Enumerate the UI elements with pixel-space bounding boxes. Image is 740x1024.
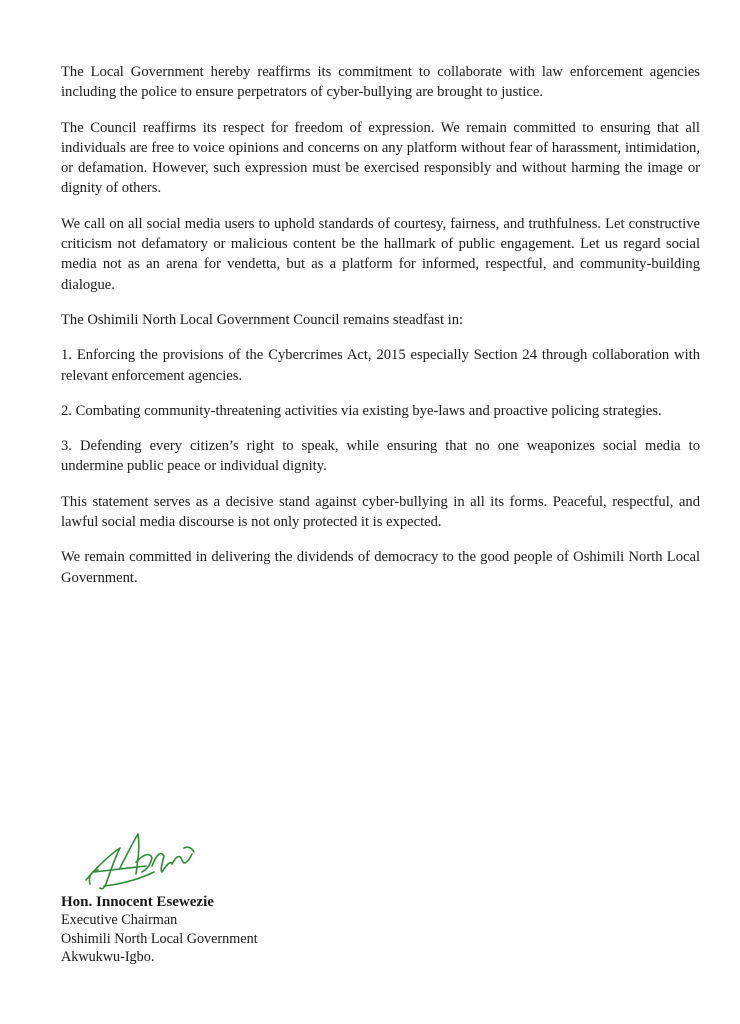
list-item-bye-laws: 2. Combating community-threatening activities via existing bye-laws and proactive policing strategies. bbox=[61, 402, 662, 419]
signature-image bbox=[80, 826, 220, 896]
signatory-name: Hon. Innocent Esewezie bbox=[61, 894, 214, 910]
list-item-right-to-speak: 3. Defending every citizen’s right to speak, while ensuring that no one weaponizes social media to undermine public peace or individual dignity. bbox=[61, 438, 700, 475]
paragraph-council-steadfast: The Oshimili North Local Government Council remains steadfast in: bbox=[61, 311, 464, 328]
signatory-office: Oshimili North Local Government bbox=[61, 930, 258, 947]
signatory-title: Executive Chairman bbox=[61, 912, 178, 929]
paragraph-closing-commitment: We remain committed in delivering the dividends of democracy to the good people of Oshimili North Local Government. bbox=[61, 549, 700, 586]
list-item-cybercrimes-act: 1. Enforcing the provisions of the Cybercrimes Act, 2015 especially Section 24 through collaboration with relevant enforcement agencies. bbox=[61, 347, 700, 384]
paragraph-freedom-of-expression: The Council reaffirms its respect for freedom of expression. We remain committed to ensuring that all individuals are free to voice opinions and concerns on any platform without fear of harassment, intimidation, or defamation. However, such expression must be exercised responsibly and without harming the image or dignity of others. bbox=[61, 119, 700, 197]
signatory-location: Akwukwu-Igbo. bbox=[61, 949, 155, 966]
paragraph-law-enforcement: The Local Government hereby reaffirms its commitment to collaborate with law enforcement agencies including the police to ensure perpetrators of cyber-bullying are brought to justice. bbox=[61, 64, 700, 101]
paragraph-social-media-users: We call on all social media users to uphold standards of courtesy, fairness, and truthfulness. Let constructive criticism not defamatory or malicious content be the hallmark of public engagement. Let us regard social media not as an arena for vendetta, but as a platform for informed, respectful, and community-building dialogue. bbox=[61, 215, 700, 293]
paragraph-decisive-stand: This statement serves as a decisive stand against cyber-bullying in all its forms. Peaceful, respectful, and lawful social media discourse is not only protected it is expected. bbox=[61, 493, 700, 531]
signatory-block bbox=[61, 893, 258, 967]
